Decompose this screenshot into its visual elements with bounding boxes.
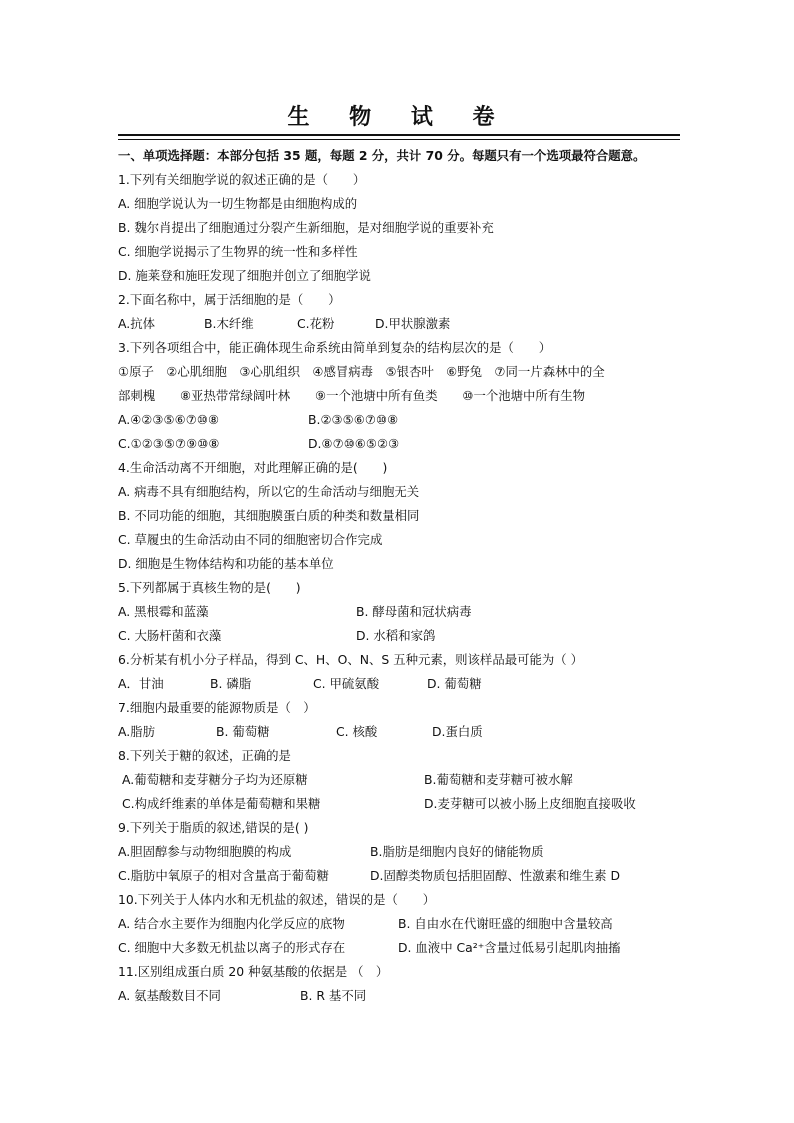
q10-option-c: C. 细胞中大多数无机盐以离子的形式存在 <box>118 940 346 955</box>
q1-stem: 1.下列有关细胞学说的叙述正确的是（ ） <box>118 172 366 187</box>
q7-option-a: A.脂肪 <box>118 724 155 739</box>
q6-option-c: C. 甲硫氨酸 <box>313 676 380 691</box>
q8-option-a: A.葡萄糖和麦芽糖分子均为还原糖 <box>122 772 308 787</box>
q3-option-a: A.④②③⑤⑥⑦⑩⑧ <box>118 412 220 427</box>
q3-options-cd <box>118 432 680 456</box>
title-rule-thick <box>118 134 680 136</box>
q8-option-b: B.葡萄糖和麦芽糖可被水解 <box>424 772 573 787</box>
q8-stem: 8.下列关于糖的叙述，正确的是 <box>118 748 291 763</box>
q9-options-ab <box>118 840 680 864</box>
q3-list-line2: 部刺槐 ⑧亚热带常绿阔叶林 ⑨一个池塘中所有鱼类 ⑩一个池塘中所有生物 <box>118 388 585 403</box>
q2-option-b: B.木纤维 <box>204 316 254 331</box>
q3-option-b: B.②③⑤⑥⑦⑩⑧ <box>308 412 399 427</box>
q3-stem: 3.下列各项组合中，能正确体现生命系统由简单到复杂的结构层次的是（ ） <box>118 340 552 355</box>
q5-option-b: B. 酵母菌和冠状病毒 <box>356 604 472 619</box>
q5-options-ab <box>118 600 680 624</box>
q6-options <box>118 672 680 696</box>
q6-option-b: B. 磷脂 <box>210 676 252 691</box>
q11-option-a: A. 氨基酸数目不同 <box>118 988 221 1003</box>
q4-option-a: A. 病毒不具有细胞结构，所以它的生命活动与细胞无关 <box>118 484 420 499</box>
q10-option-d: D. 血液中 Ca²⁺含量过低易引起肌肉抽搐 <box>398 940 621 955</box>
q10-option-a: A. 结合水主要作为细胞内化学反应的底物 <box>118 916 345 931</box>
q1-option-d: D. 施莱登和施旺发现了细胞并创立了细胞学说 <box>118 268 371 283</box>
title-rule-thin <box>118 139 680 140</box>
q8-options-ab <box>118 768 680 792</box>
q2-option-c: C.花粉 <box>297 316 335 331</box>
q7-option-c: C. 核酸 <box>336 724 378 739</box>
q4-option-d: D. 细胞是生物体结构和功能的基本单位 <box>118 556 334 571</box>
q6-option-d: D. 葡萄糖 <box>427 676 482 691</box>
exam-body <box>118 144 680 1008</box>
q9-stem: 9.下列关于脂质的叙述,错误的是( ) <box>118 820 309 835</box>
q5-stem: 5.下列都属于真核生物的是( ) <box>118 580 301 595</box>
q4-option-b: B. 不同功能的细胞，其细胞膜蛋白质的种类和数量相同 <box>118 508 420 523</box>
q7-option-d: D.蛋白质 <box>432 724 483 739</box>
q8-options-cd <box>118 792 680 816</box>
q5-option-c: C. 大肠杆菌和衣藻 <box>118 628 222 643</box>
q2-option-d: D.甲状腺激素 <box>375 316 451 331</box>
q5-options-cd <box>118 624 680 648</box>
section-heading: 一、单项选择题：本部分包括 35 题，每题 2 分，共计 70 分。每题只有一个选项最符合题意。 <box>118 148 646 163</box>
q5-option-a: A. 黑根霉和蓝藻 <box>118 604 209 619</box>
q9-option-b: B.脂肪是细胞内良好的储能物质 <box>370 844 544 859</box>
q8-option-d: D.麦芽糖可以被小肠上皮细胞直接吸收 <box>424 796 636 811</box>
q9-option-d: D.固醇类物质包括胆固醇、性激素和维生素 D <box>370 868 620 883</box>
q4-option-c: C. 草履虫的生命活动由不同的细胞密切合作完成 <box>118 532 383 547</box>
q4-stem: 4.生命活动离不开细胞，对此理解正确的是( ) <box>118 460 388 475</box>
q7-options <box>118 720 680 744</box>
q2-option-a: A.抗体 <box>118 316 155 331</box>
q3-option-d: D.⑧⑦⑩⑥⑤②③ <box>308 436 400 451</box>
q11-options-ab <box>118 984 680 1008</box>
q9-option-c: C.脂肪中氧原子的相对含量高于葡萄糖 <box>118 868 329 883</box>
q7-option-b: B. 葡萄糖 <box>216 724 270 739</box>
q3-option-c: C.①②③⑤⑦⑨⑩⑧ <box>118 436 220 451</box>
q3-options-ab <box>118 408 680 432</box>
q5-option-d: D. 水稻和家鸽 <box>356 628 436 643</box>
q9-option-a: A.胆固醇参与动物细胞膜的构成 <box>118 844 292 859</box>
q1-option-b: B. 魏尔肖提出了细胞通过分裂产生新细胞，是对细胞学说的重要补充 <box>118 220 494 235</box>
q7-stem: 7.细胞内最重要的能源物质是（ ） <box>118 700 316 715</box>
q10-options-ab <box>118 912 680 936</box>
q2-options <box>118 312 680 336</box>
q10-stem: 10.下列关于人体内水和无机盐的叙述，错误的是（ ） <box>118 892 436 907</box>
q1-option-c: C. 细胞学说揭示了生物界的统一性和多样性 <box>118 244 358 259</box>
q10-option-b: B. 自由水在代谢旺盛的细胞中含量较高 <box>398 916 613 931</box>
q9-options-cd <box>118 864 680 888</box>
q11-option-b: B. R 基不同 <box>300 988 367 1003</box>
q6-option-a: A．甘油 <box>118 676 164 691</box>
q10-options-cd <box>118 936 680 960</box>
q1-option-a: A. 细胞学说认为一切生物都是由细胞构成的 <box>118 196 358 211</box>
q8-option-c: C.构成纤维素的单体是葡萄糖和果糖 <box>122 796 321 811</box>
q6-stem: 6.分析某有机小分子样品，得到 C、H、O、N、S 五种元素，则该样品最可能为（ ） <box>118 652 583 667</box>
exam-title: 生 物 试 卷 <box>287 104 511 130</box>
q2-stem: 2.下面名称中，属于活细胞的是（ ） <box>118 292 341 307</box>
q11-stem: 11.区别组成蛋白质 20 种氨基酸的依据是 （ ） <box>118 964 389 979</box>
q3-list-line1: ①原子 ②心肌细胞 ③心肌组织 ④感冒病毒 ⑤银杏叶 ⑥野兔 ⑦同一片森林中的全 <box>118 364 605 379</box>
